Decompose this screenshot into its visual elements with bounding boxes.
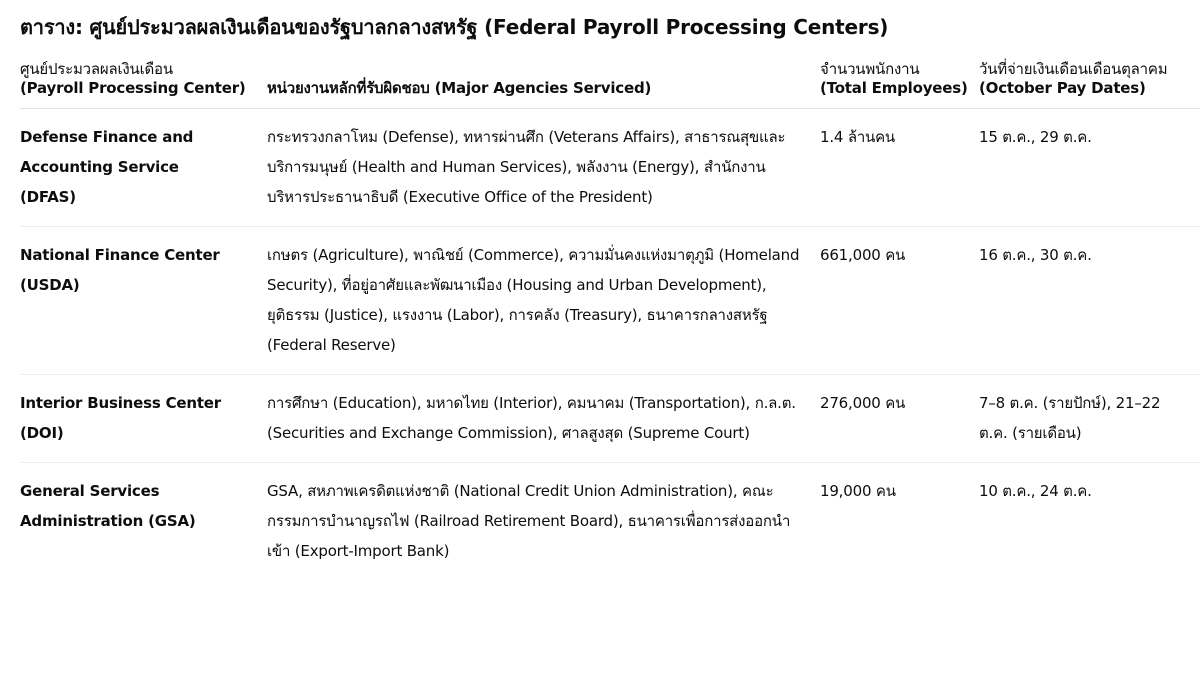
cell-pay-dates: 7–8 ต.ค. (รายปักษ์), 21–22 ต.ค. (รายเดือน)	[979, 375, 1200, 463]
cell-employees: 1.4 ล้านคน	[820, 109, 979, 227]
header-total-employees	[820, 60, 979, 109]
cell-agencies: การศึกษา (Education), มหาดไทย (Interior), คมนาคม (Transportation), ก.ล.ต. (Securities and Exchange Commission), ศาลสูงสุด (Supreme Court)	[267, 375, 820, 463]
cell-agencies: กระทรวงกลาโหม (Defense), ทหารผ่านศึก (Veterans Affairs), สาธารณสุขและบริการมนุษย์ (Health and Human Services), พลังงาน (Energy), สำนักงานบริหารประธานาธิบดี (Executive Office of the President)	[267, 109, 820, 227]
header-thai-label: วันที่จ่ายเงินเดือนเดือนตุลาคม	[979, 60, 1168, 78]
header-english-label: (Major Agencies Serviced)	[434, 79, 652, 97]
cell-employees: 19,000 คน	[820, 482, 896, 500]
cell-pay-dates: 16 ต.ค., 30 ต.ค.	[979, 227, 1200, 375]
table-row	[20, 375, 1200, 463]
cell-center: General Services Administration (GSA)	[20, 482, 196, 530]
cell-employees: 276,000 คน	[820, 375, 979, 463]
table-title: ตาราง: ศูนย์ประมวลผลเงินเดือนของรัฐบาลกลางสหรัฐ (Federal Payroll Processing Centers)	[20, 15, 889, 39]
cell-center: Defense Finance and Accounting Service (DFAS)	[20, 109, 267, 227]
header-major-agencies	[267, 60, 820, 109]
header-thai-label: ศูนย์ประมวลผลเงินเดือน	[20, 60, 173, 78]
header-thai-label: หน่วยงานหลักที่รับผิดชอบ	[267, 79, 430, 97]
header-payroll-center	[20, 60, 267, 109]
cell-agencies: GSA, สหภาพเครดิตแห่งชาติ (National Credit Union Administration), คณะกรรมการบำนาญรถไฟ (Railroad Retirement Board), ธนาคารเพื่อการส่งออกนำเข้า (Export-Import Bank)	[267, 482, 791, 560]
header-english-label: (Total Employees)	[820, 79, 968, 97]
cell-pay-dates: 10 ต.ค., 24 ต.ค.	[979, 482, 1092, 500]
header-english-label: (Payroll Processing Center)	[20, 79, 246, 97]
cell-employees: 661,000 คน	[820, 227, 979, 375]
table-row	[20, 463, 1200, 581]
table-row	[20, 109, 1200, 227]
table-row	[20, 227, 1200, 375]
header-english-label: (October Pay Dates)	[979, 79, 1146, 97]
header-thai-label: จำนวนพนักงาน	[820, 60, 920, 78]
payroll-centers-table	[20, 60, 1200, 580]
cell-agencies: เกษตร (Agriculture), พาณิชย์ (Commerce), ความมั่นคงแห่งมาตุภูมิ (Homeland Security), ที่อยู่อาศัยและพัฒนาเมือง (Housing and Urban Development), ยุติธรรม (Justice), แรงงาน (Labor), การคลัง (Treasury), ธนาคารกลางสหรัฐ (Federal Reserve)	[267, 227, 820, 375]
cell-center: Interior Business Center (DOI)	[20, 375, 267, 463]
cell-pay-dates: 15 ต.ค., 29 ต.ค.	[979, 109, 1200, 227]
table-header-row	[20, 60, 1200, 109]
cell-center: National Finance Center (USDA)	[20, 227, 267, 375]
header-pay-dates	[979, 60, 1200, 109]
